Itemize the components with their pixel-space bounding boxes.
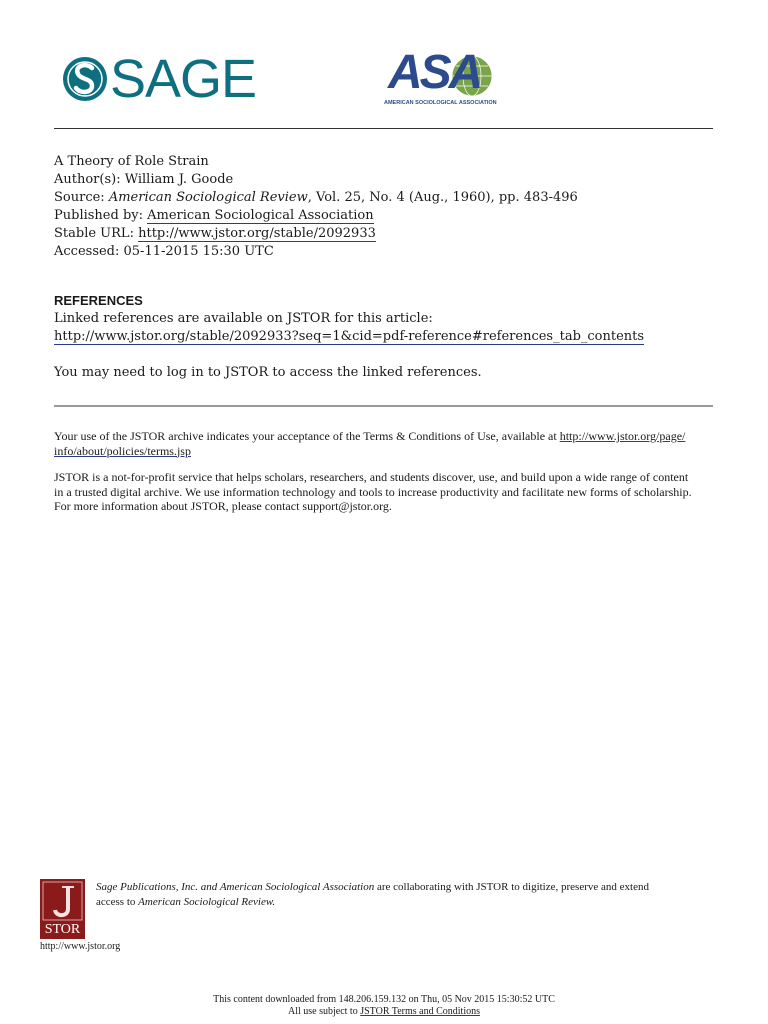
terms-link-part2[interactable]: info/about/policies/terms.jsp — [54, 443, 191, 458]
asa-subtitle: AMERICAN SOCIOLOGICAL ASSOCIATION — [384, 100, 497, 106]
references-heading: REFERENCES — [54, 293, 143, 308]
jstor-j-icon — [40, 879, 85, 923]
header-divider — [54, 128, 713, 129]
collab-journal: American Sociological Review. — [138, 896, 276, 908]
jstor-wordmark: STOR — [44, 922, 81, 937]
collab-publishers: Sage Publications, Inc. and American Sociological Association — [96, 881, 375, 893]
jstor-about — [54, 470, 724, 514]
use-prefix: All use subject to — [288, 1006, 361, 1017]
download-notice — [0, 994, 768, 1018]
jstor-logo — [40, 879, 85, 939]
article-stable-url — [54, 225, 578, 243]
authors-value: William J. Goode — [124, 172, 234, 187]
terms-of-use — [54, 429, 714, 458]
stable-url-link[interactable]: http://www.jstor.org/stable/2092933 — [138, 226, 376, 241]
source-label: Source: — [54, 190, 105, 205]
collaboration-note — [96, 880, 716, 910]
article-metadata — [54, 153, 578, 261]
download-line: This content downloaded from 148.206.159.132 on Thu, 05 Nov 2015 15:30:52 UTC — [213, 994, 555, 1005]
references-intro: Linked references are available on JSTOR for this article: — [54, 311, 433, 326]
sage-logo — [62, 48, 262, 110]
terms-link-part1[interactable]: http://www.jstor.org/page/ — [559, 429, 686, 443]
collab-text-2: access to — [96, 896, 139, 908]
references-block — [54, 310, 644, 346]
article-publisher — [54, 207, 578, 225]
sage-wordmark: SAGE — [110, 49, 257, 109]
about-line-3: For more information about JSTOR, please contact support@jstor.org. — [54, 499, 392, 513]
source-details: , Vol. 25, No. 4 (Aug., 1960), pp. 483-496 — [307, 190, 578, 205]
asa-logo — [384, 46, 502, 112]
about-line-2: in a trusted digital archive. We use information technology and tools to increase productivity and facilitate new forms of scholarship. — [54, 484, 692, 499]
published-label: Published by: — [54, 208, 143, 223]
authors-label: Author(s): — [54, 172, 121, 187]
about-line-1: JSTOR is a not-for-profit service that helps scholars, researchers, and students discover, use, and build upon a wide range of content — [54, 470, 689, 484]
collab-text-1: are collaborating with JSTOR to digitize, preserve and extend — [374, 881, 649, 893]
article-source — [54, 189, 578, 207]
references-link[interactable]: http://www.jstor.org/stable/2092933?seq=1&cid=pdf-reference#references_tab_contents — [54, 329, 645, 344]
stable-url-label: Stable URL: — [54, 226, 134, 241]
publisher-link[interactable]: American Sociological Association — [147, 208, 374, 223]
article-accessed: Accessed: 05-11-2015 15:30 UTC — [54, 244, 274, 259]
jstor-url-link[interactable]: http://www.jstor.org — [40, 941, 121, 952]
terms-text: Your use of the JSTOR archive indicates your acceptance of the Terms & Conditions of Use, available at — [54, 429, 557, 443]
login-note: You may need to log in to JSTOR to access the linked references. — [54, 365, 482, 380]
article-title: A Theory of Role Strain — [54, 154, 209, 169]
asa-wordmark: ASA — [388, 46, 481, 99]
references-divider — [54, 405, 713, 407]
jstor-terms-link[interactable]: JSTOR Terms and Conditions — [360, 1006, 480, 1017]
article-authors — [54, 171, 578, 189]
source-journal: American Sociological Review — [108, 190, 308, 205]
